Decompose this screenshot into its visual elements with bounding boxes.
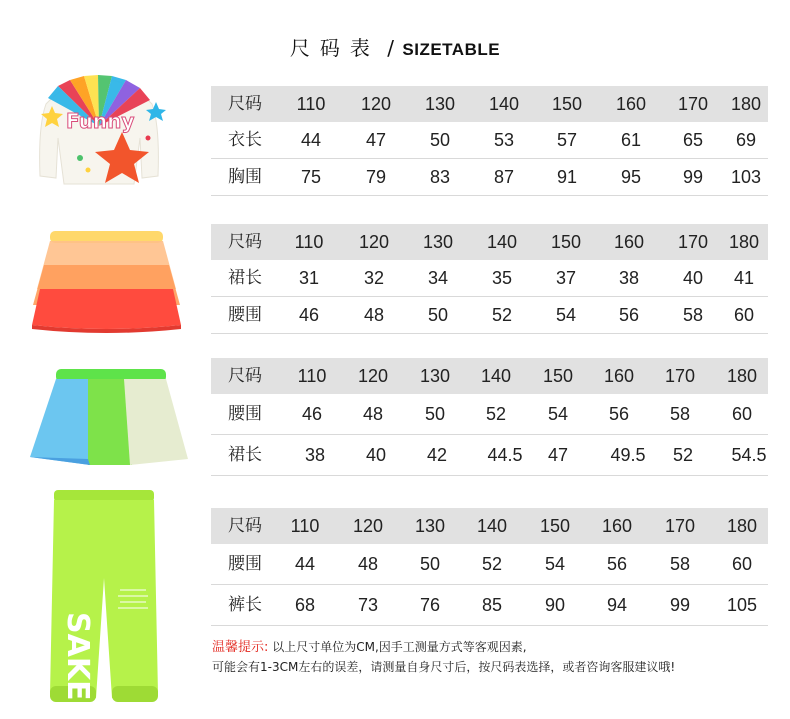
- table-cell: 32: [363, 268, 385, 288]
- table-cell: 94: [606, 595, 628, 615]
- table-cell: 40: [365, 445, 387, 465]
- table-cell: 41: [733, 268, 755, 288]
- table-cell: 50: [429, 130, 451, 150]
- table-cell: 95: [620, 167, 642, 187]
- table-cell: 99: [682, 167, 704, 187]
- table-cell: 58: [669, 404, 691, 424]
- table-cell: 170: [664, 366, 696, 386]
- table-cell: 47: [547, 445, 569, 465]
- table-header-row: [211, 358, 768, 394]
- table-cell: 49.5: [610, 445, 646, 465]
- table-cell: 110: [290, 516, 320, 536]
- table-cell: 61: [620, 130, 642, 150]
- table-cell: 150: [542, 366, 574, 386]
- size-table-pants: [211, 508, 768, 626]
- table-cell: 170: [664, 516, 696, 536]
- jogger-pants-image: [48, 488, 160, 710]
- sweatshirt-image: [18, 66, 180, 191]
- table-cell: 46: [301, 404, 323, 424]
- table-cell: 54: [544, 554, 566, 574]
- table-cell: 48: [363, 305, 385, 325]
- tip-line-2: [212, 658, 675, 675]
- table-cell: 140: [486, 232, 518, 252]
- row-label: 胸围: [228, 167, 262, 187]
- table-cell: 48: [357, 554, 379, 574]
- table-cell: 180: [730, 94, 762, 114]
- tip-label: 温馨提示:: [212, 640, 269, 655]
- table-cell: 87: [493, 167, 515, 187]
- rainbow-tutu-image: [28, 365, 190, 468]
- table-cell: 120: [357, 366, 389, 386]
- row-label: 腰围: [228, 554, 262, 574]
- table-cell: 85: [481, 595, 503, 615]
- table-cell: 103: [730, 167, 762, 187]
- title-en: SIZETABLE: [402, 40, 501, 59]
- table-cell: 180: [726, 516, 758, 536]
- table-cell: 120: [360, 94, 392, 114]
- table-row: [211, 394, 768, 435]
- table-header-row: [211, 86, 768, 122]
- table-cell: 31: [298, 268, 320, 288]
- table-cell: 79: [365, 167, 387, 187]
- table-row: [211, 297, 768, 334]
- row-label: 衣长: [228, 130, 262, 150]
- table-row: [211, 544, 768, 585]
- table-cell: 180: [728, 232, 760, 252]
- table-cell: 160: [601, 516, 633, 536]
- table-header-row: [211, 508, 768, 544]
- row-label: 裤长: [228, 595, 262, 615]
- table-cell: 56: [608, 404, 630, 424]
- table-cell: 99: [669, 595, 691, 615]
- table-cell: 68: [294, 595, 316, 615]
- table-cell: 140: [480, 366, 512, 386]
- table-row: [211, 585, 768, 626]
- table-cell: 170: [677, 94, 709, 114]
- table-cell: 150: [550, 232, 582, 252]
- table-cell: 140: [488, 94, 520, 114]
- table-cell: 54: [547, 404, 569, 424]
- table-cell: 75: [300, 167, 322, 187]
- table-cell: 65: [682, 130, 704, 150]
- table-cell: 90: [544, 595, 566, 615]
- table-cell: 52: [481, 554, 503, 574]
- title-separator: /: [387, 36, 396, 60]
- table-cell: 170: [677, 232, 709, 252]
- row-label: 尺码: [228, 516, 262, 536]
- table-cell: 180: [726, 366, 758, 386]
- table-cell: 130: [419, 366, 451, 386]
- table-row: [211, 260, 768, 297]
- table-row: [211, 159, 768, 196]
- table-cell: 50: [424, 404, 446, 424]
- tip-text-1: 以上尺寸单位为CM,因手工测量方式等客观因素,: [272, 640, 527, 654]
- table-cell: 38: [618, 268, 640, 288]
- table-cell: 44: [294, 554, 316, 574]
- table-cell: 44: [300, 130, 322, 150]
- table-cell: 52: [491, 305, 513, 325]
- row-label: 尺码: [228, 94, 262, 114]
- row-label: 尺码: [228, 232, 262, 252]
- table-cell: 150: [539, 516, 571, 536]
- row-label: 腰围: [228, 305, 262, 325]
- table-cell: 91: [556, 167, 578, 187]
- table-cell: 110: [294, 232, 324, 252]
- table-cell: 47: [365, 130, 387, 150]
- table-cell: 160: [603, 366, 635, 386]
- sake-text: SAKE: [60, 612, 95, 701]
- row-label: 腰围: [228, 404, 262, 424]
- table-cell: 58: [682, 305, 704, 325]
- table-cell: 76: [419, 595, 441, 615]
- table-cell: 110: [297, 366, 327, 386]
- tip-line-1: [212, 636, 527, 655]
- tip-text-2: 可能会有1-3CM左右的误差，请测量自身尺寸后，按尺码表选择，或者咨询客服建议哦!: [212, 660, 676, 674]
- table-cell: 130: [414, 516, 446, 536]
- table-cell: 44.5: [487, 445, 523, 465]
- page-title: [0, 32, 790, 61]
- table-row: [211, 435, 768, 476]
- table-cell: 60: [731, 404, 753, 424]
- row-label: 尺码: [228, 366, 262, 386]
- size-table-sweatshirt: [211, 86, 768, 196]
- table-cell: 35: [491, 268, 513, 288]
- table-row: [211, 122, 768, 159]
- table-cell: 56: [618, 305, 640, 325]
- table-cell: 58: [669, 554, 691, 574]
- table-cell: 54.5: [731, 445, 767, 465]
- table-cell: 140: [476, 516, 508, 536]
- table-cell: 57: [556, 130, 578, 150]
- row-label: 裙长: [228, 445, 262, 465]
- table-cell: 40: [682, 268, 704, 288]
- table-cell: 110: [296, 94, 326, 114]
- table-cell: 50: [419, 554, 441, 574]
- table-cell: 83: [429, 167, 451, 187]
- table-cell: 160: [615, 94, 647, 114]
- orange-tutu-image: [30, 225, 183, 333]
- size-table-rainbow-skirt: [211, 358, 768, 476]
- table-cell: 46: [298, 305, 320, 325]
- table-cell: 69: [735, 130, 757, 150]
- table-cell: 160: [613, 232, 645, 252]
- table-cell: 120: [358, 232, 390, 252]
- table-cell: 130: [422, 232, 454, 252]
- table-cell: 38: [304, 445, 326, 465]
- table-cell: 120: [352, 516, 384, 536]
- table-cell: 56: [606, 554, 628, 574]
- table-cell: 34: [427, 268, 449, 288]
- table-cell: 42: [426, 445, 448, 465]
- table-cell: 60: [733, 305, 755, 325]
- funny-text: Funny: [66, 109, 135, 133]
- table-cell: 52: [672, 445, 694, 465]
- table-cell: 130: [424, 94, 456, 114]
- table-cell: 105: [726, 595, 758, 615]
- table-cell: 53: [493, 130, 515, 150]
- table-cell: 54: [555, 305, 577, 325]
- table-cell: 52: [485, 404, 507, 424]
- table-cell: 73: [357, 595, 379, 615]
- size-table-orange-skirt: [211, 224, 768, 334]
- table-header-row: [211, 224, 768, 260]
- table-cell: 50: [427, 305, 449, 325]
- table-cell: 60: [731, 554, 753, 574]
- table-cell: 48: [362, 404, 384, 424]
- table-cell: 37: [555, 268, 577, 288]
- table-cell: 150: [551, 94, 583, 114]
- row-label: 裙长: [228, 268, 262, 288]
- title-cn: 尺码表: [289, 36, 380, 60]
